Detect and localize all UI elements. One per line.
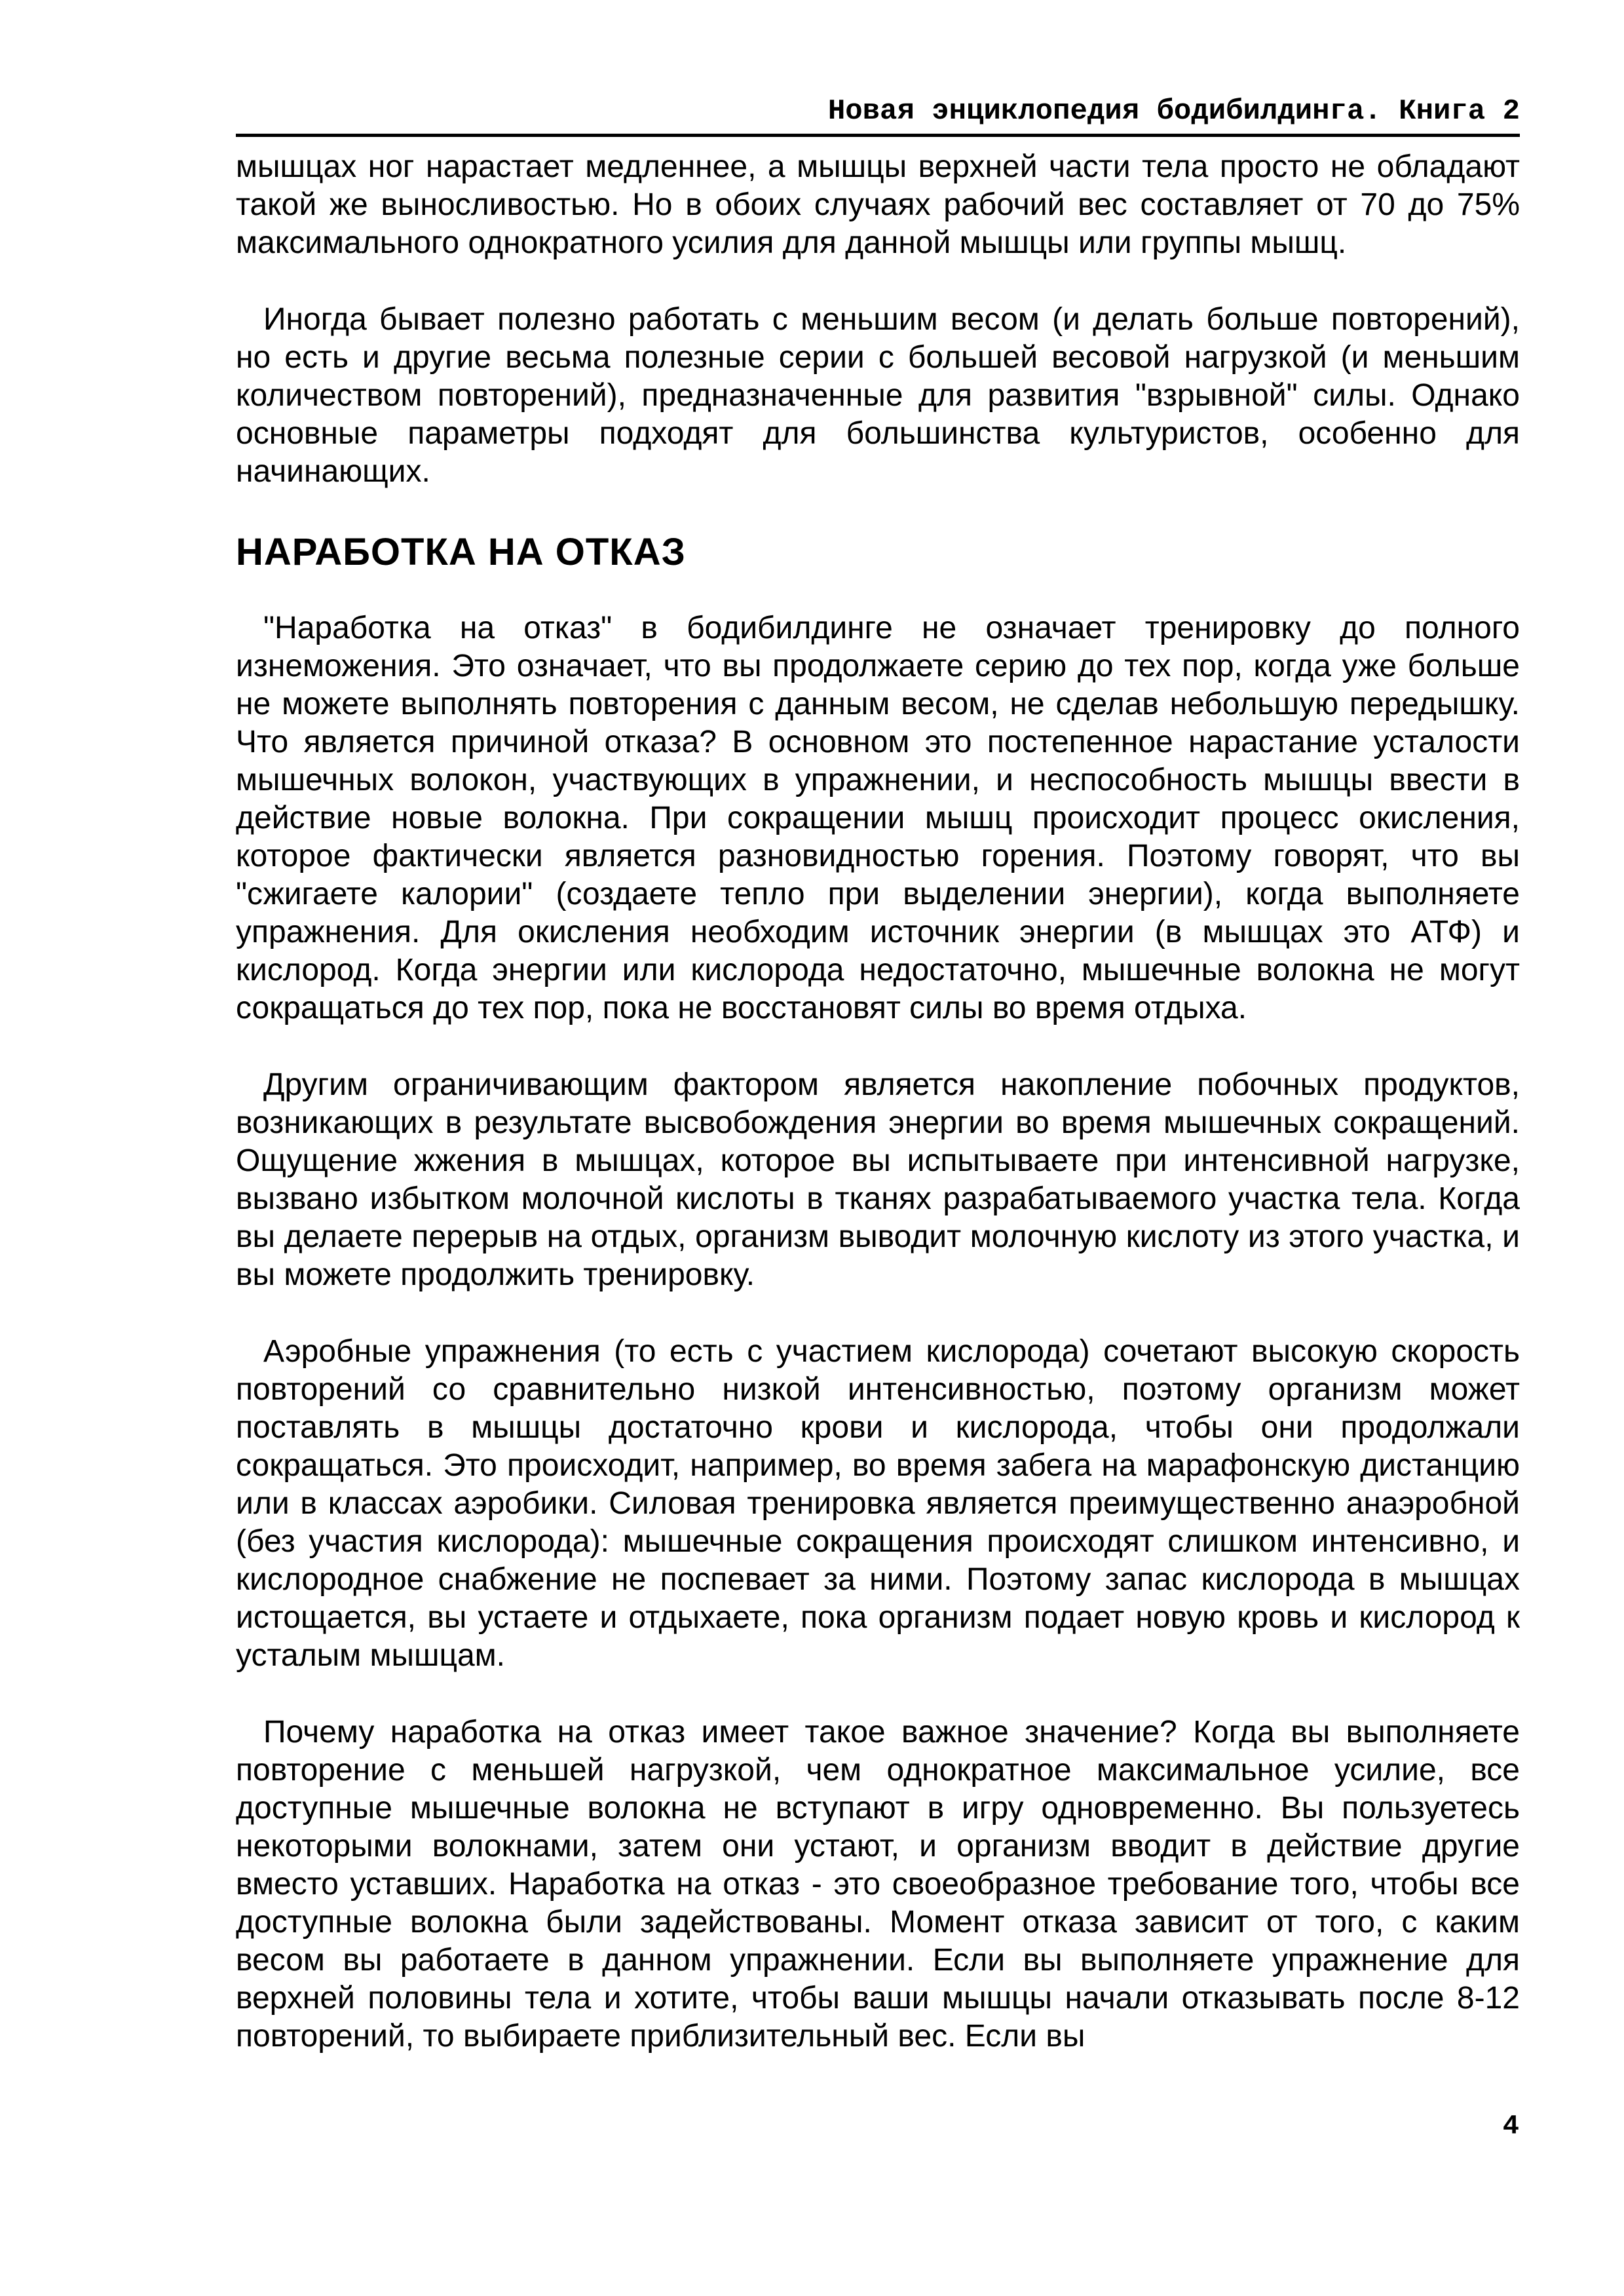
page-content	[236, 148, 1520, 2056]
paragraph: Иногда бывает полезно работать с меньшим весом (и делать больше повторений), но есть и другие весьма полезные серии с большей весовой нагрузкой (и меньшим количеством повторений), предназначенные для развития "взрывной" силы. Однако основные параметры подходят для большинства культуристов, особенно для начинающих.	[236, 302, 1520, 489]
paragraph: Другим ограничивающим фактором является накопление побочных продуктов, возникающих в результате высвобождения энергии во время мышечных сокращений. Ощущение жжения в мышцах, которое вы испытываете при интенсивной нагрузке, вызвано избытком молочной кислоты в тканях разрабатываемого участка тела. Когда вы делаете перерыв на отдых, организм выводит молочную кислоту из этого участка, и вы можете продолжить тренировку.	[236, 1067, 1520, 1292]
paragraph: Аэробные упражнения (то есть с участием кислорода) сочетают высокую скорость повторений со сравнительно низкой интенсивностью, поэтому организм может поставлять в мышцы достаточно крови и кислорода, чтобы они продолжали сокращаться. Это происходит, например, во время забега на марафонскую дистанцию или в классах аэробики. Силовая тренировка является преимущественно анаэробной (без участия кислорода): мышечные сокращения происходят слишком интенсивно, и кислородное снабжение не поспевает за ними. Поэтому запас кислорода в мышцах истощается, вы устаете и отдыхаете, пока организм подает новую кровь и кислород к усталым мышцам.	[236, 1334, 1520, 1673]
paragraph: "Наработка на отказ" в бодибилдинге не означает тренировку до полного изнеможения. Это означает, что вы продолжаете серию до тех пор, когда уже больше не можете выполнять повторения с данным весом, не сделав небольшую передышку. Что является причиной отказа? В основном это постепенное нарастание усталости мышечных волокон, участвующих в упражнении, и неспособность мышцы ввести в действие новые волокна. При сокращении мышц происходит процесс окисления, которое фактически является разновидностью горения. Поэтому говорят, что вы "сжигаете калории" (создаете тепло при выделении энергии), когда выполняете упражнения. Для окисления необходим источник энергии (в мышцах это АТФ) и кислород. Когда энергии или кислорода недостаточно, мышечные волокна не могут сокращаться до тех пор, пока не восстановят силы во время отдыха.	[236, 611, 1520, 1025]
paragraph-continued: мышцах ног нарастает медленнее, а мышцы верхней части тела просто не обладают такой же выносливостью. Но в обоих случаях рабочий вес составляет от 70 до 75% максимального однократного усилия для данной мышцы или группы мышц.	[236, 149, 1520, 260]
paragraph: Почему наработка на отказ имеет такое важное значение? Когда вы выполняете повторение с меньшей нагрузкой, чем однократное максимальное усилие, все доступные мышечные волокна не вступают в игру одновременно. Вы пользуетесь некоторыми волокнами, затем они устают, и организм вводит в действие другие вместо уставших. Наработка на отказ - это своеобразное требование того, чтобы все доступные волокна были задействованы. Момент отказа зависит от того, с каким весом вы работаете в данном упражнении. Если вы выполняете упражнение для верхней половины тела и хотите, чтобы ваши мышцы начали отказывать после 8-12 повторений, то выбираете приблизительный вес. Если вы	[236, 1715, 1520, 2054]
page-number: 4	[1502, 2111, 1519, 2142]
running-header: Новая энциклопедия бодибилдинга. Книга 2	[236, 92, 1520, 137]
section-heading: НАРАБОТКА НА ОТКАЗ	[236, 531, 686, 573]
